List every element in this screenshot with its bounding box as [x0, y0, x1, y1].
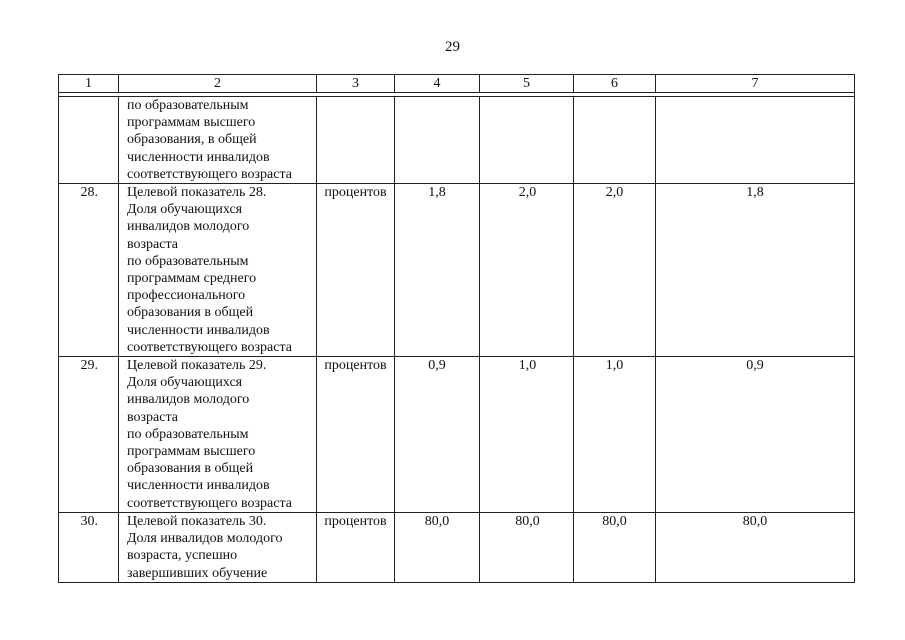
indicator-name: [119, 357, 317, 513]
value-col4: 1,8: [395, 184, 480, 357]
indicator-name: [119, 97, 317, 184]
indicator-name-line: завершивших обучение: [127, 565, 268, 581]
indicator-name-line: Доля обучающихся: [127, 375, 243, 391]
indicator-name: [119, 513, 317, 583]
unit-cell: процентов: [317, 513, 395, 583]
indicator-name-line: численности инвалидов: [127, 322, 270, 338]
column-header: 2: [119, 75, 317, 93]
column-header: 4: [395, 75, 480, 93]
value-col4: [395, 97, 480, 184]
value-col6: 80,0: [574, 513, 656, 583]
row-number: 29.: [59, 357, 119, 513]
indicator-name-line: программам высшего: [127, 115, 256, 131]
page-number: 29: [445, 39, 460, 55]
unit-cell: процентов: [317, 184, 395, 357]
value-col6: 1,0: [574, 357, 656, 513]
indicator-name-line: соответствующего возраста: [127, 495, 292, 511]
value-col5: 1,0: [480, 357, 574, 513]
indicator-name-line: численности инвалидов: [127, 478, 270, 494]
unit-cell: [317, 97, 395, 184]
column-header: 7: [656, 75, 855, 93]
unit-cell: процентов: [317, 357, 395, 513]
indicator-name-line: профессионального: [127, 288, 246, 304]
value-col5: [480, 97, 574, 184]
value-col7: 80,0: [656, 513, 855, 583]
value-col6: 2,0: [574, 184, 656, 357]
indicator-name-line: образования в общей: [127, 461, 254, 477]
column-header: 5: [480, 75, 574, 93]
value-col7: [656, 97, 855, 184]
indicator-name-line: Целевой показатель 30.: [127, 514, 267, 530]
indicator-name-line: Целевой показатель 29.: [127, 358, 267, 374]
indicator-name-line: образования в общей: [127, 305, 254, 321]
value-col6: [574, 97, 656, 184]
value-col4: 80,0: [395, 513, 480, 583]
table-row: [59, 184, 855, 357]
value-col7: 1,8: [656, 184, 855, 357]
indicator-name-line: программам высшего: [127, 444, 256, 460]
table-row: [59, 513, 855, 583]
indicator-name-line: образования, в общей: [127, 132, 257, 148]
value-col4: 0,9: [395, 357, 480, 513]
indicator-name-line: возраста: [127, 236, 178, 252]
column-header: 6: [574, 75, 656, 93]
indicator-name-line: Доля обучающихся: [127, 202, 243, 218]
indicator-name-line: Целевой показатель 28.: [127, 185, 267, 201]
indicator-name-line: по образовательным: [127, 253, 249, 269]
indicator-name-line: возраста, успешно: [127, 548, 238, 564]
indicator-table-container: [58, 74, 854, 583]
indicator-name-line: по образовательным: [127, 426, 249, 442]
row-number: [59, 97, 119, 184]
value-col5: 2,0: [480, 184, 574, 357]
indicator-name-line: возраста: [127, 409, 178, 425]
indicator-name: [119, 184, 317, 357]
row-number: 28.: [59, 184, 119, 357]
column-header: 1: [59, 75, 119, 93]
indicator-name-line: Доля инвалидов молодого: [127, 531, 283, 547]
column-header: 3: [317, 75, 395, 93]
indicator-name-line: численности инвалидов: [127, 149, 270, 165]
value-col5: 80,0: [480, 513, 574, 583]
table-row: [59, 357, 855, 513]
indicator-name-line: инвалидов молодого: [127, 392, 250, 408]
row-number: 30.: [59, 513, 119, 583]
indicator-name-line: инвалидов молодого: [127, 219, 250, 235]
header-row: [59, 75, 855, 93]
indicator-name-line: соответствующего возраста: [127, 339, 292, 355]
indicator-name-line: соответствующего возраста: [127, 166, 292, 182]
indicator-name-line: программам среднего: [127, 271, 257, 287]
indicator-table: [58, 74, 855, 583]
table-row: [59, 97, 855, 184]
indicator-name-line: по образовательным: [127, 98, 249, 113]
value-col7: 0,9: [656, 357, 855, 513]
